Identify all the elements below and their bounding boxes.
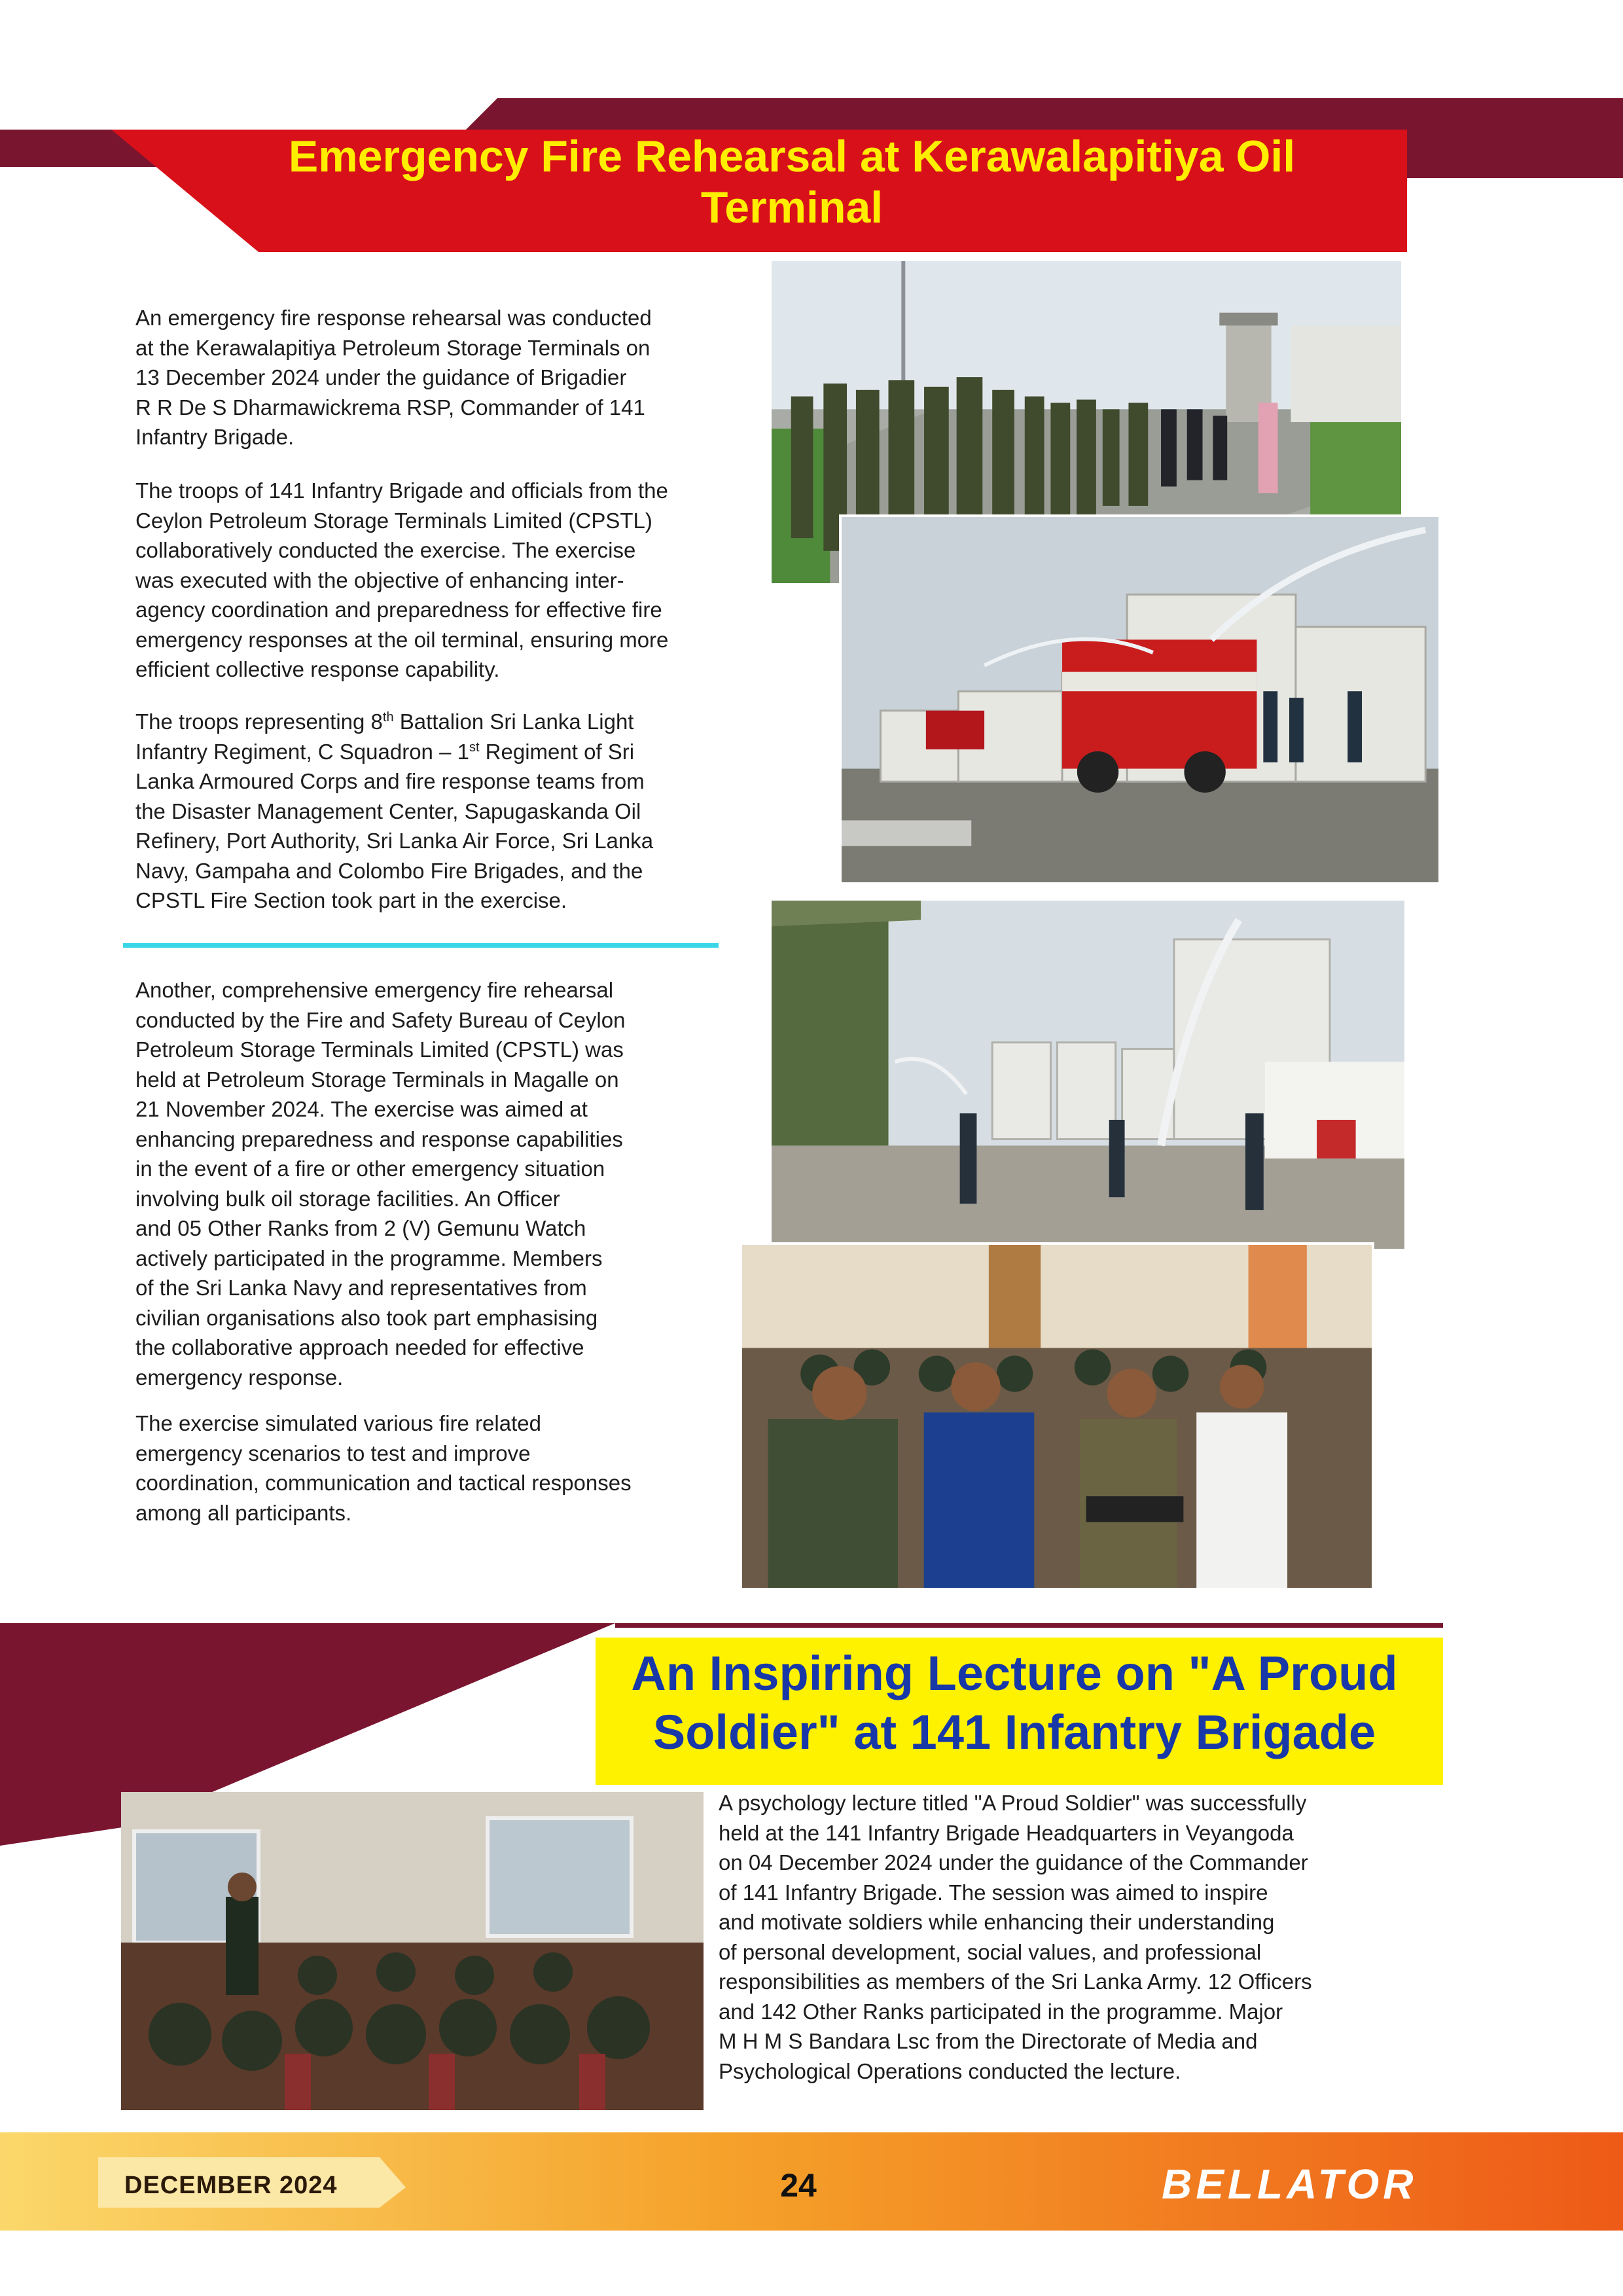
section-divider (123, 943, 719, 948)
article1-paragraph-4: Another, comprehensive emergency fire rehearsal conducted by the Fire and Safety Bureau of Ceylon Petroleum Storage Terminals Limited (CPSTL) was held at Petroleum Storage Terminals in Magalle on 21 November 2024. The exercise was aimed at enhancing preparedness and response capabilities in the event of a fire or other emergency situation involving bulk oil storage facilities. An Officer and 05 Other Ranks from 2 (V) Gemunu Watch actively participated in the programme. Members of the Sri Lanka Navy and representatives from civilian organisations also took part emphasising the collaborative approach needed for effective emergency response. (135, 978, 626, 1390)
article1-paragraph-1: An emergency fire response rehearsal was conducted at the Kerawalapitiya Petroleum Storage Terminals on 13 December 2024 under the guidance of Brigadier R R De S Dharmawickrema RSP, Commander of 141 Infantry Brigade. (135, 306, 652, 449)
magazine-logo: BELLATOR (1162, 2161, 1418, 2208)
article1-paragraph-3: The troops representing 8th Battalion Sri Lanka Light Infantry Regiment, C Squadron – 1st Regiment of Sri Lanka Armoured Corps and fire response teams from the Disaster Management Center, Sapugaskanda Oil Refinery, Port Authority, Sri Lanka Air Force, Sri Lanka Navy, Gampaha and Colombo Fire Brigades, and the CPSTL Fire Section took part in the exercise. (135, 709, 654, 912)
page-number: 24 (780, 2167, 817, 2204)
article1-paragraph-2: The troops of 141 Infantry Brigade and officials from the Ceylon Petroleum Storage Terminals Limited (CPSTL) collaboratively conducted the exercise. The exercise was executed with the objective of enhancing inter- agency coordination and preparedness for effective fire emergency responses at the oil terminal, ensuring more efficient collective response capability. (135, 478, 669, 681)
article2-paragraph-1: A psychology lecture titled "A Proud Soldier" was successfully held at the 141 Infantry Brigade Headquarters in Veyangoda on 04 December 2024 under the guidance of the Commander of 141 Infantry Brigade. The session was aimed to inspire and motivate soldiers while enhancing their understanding of personal development, social values, and professional responsibilities as members of the Sri Lanka Army. 12 Officers and 142 Other Ranks participated in the programme. Major M H M S Bandara Lsc from the Directorate of Media and Psychological Operations conducted the lecture. (719, 1791, 1312, 2083)
photo-meeting-attendees (740, 1242, 1374, 1590)
photo-fire-truck-spraying (839, 514, 1441, 885)
photo-magalle-rehearsal (769, 898, 1407, 1251)
photo-lecture-hall (121, 1792, 704, 2110)
article1-title: Emergency Fire Rehearsal at Kerawalapitiya Oil Terminal (288, 132, 1296, 232)
article1-paragraph-5: The exercise simulated various fire related emergency scenarios to test and improve coordination, communication and tactical responses among all participants. (135, 1411, 632, 1525)
footer-date: DECEMBER 2024 (124, 2172, 338, 2199)
article2-title: An Inspiring Lecture on "A Proud Soldier" at 141 Infantry Brigade (631, 1646, 1398, 1759)
